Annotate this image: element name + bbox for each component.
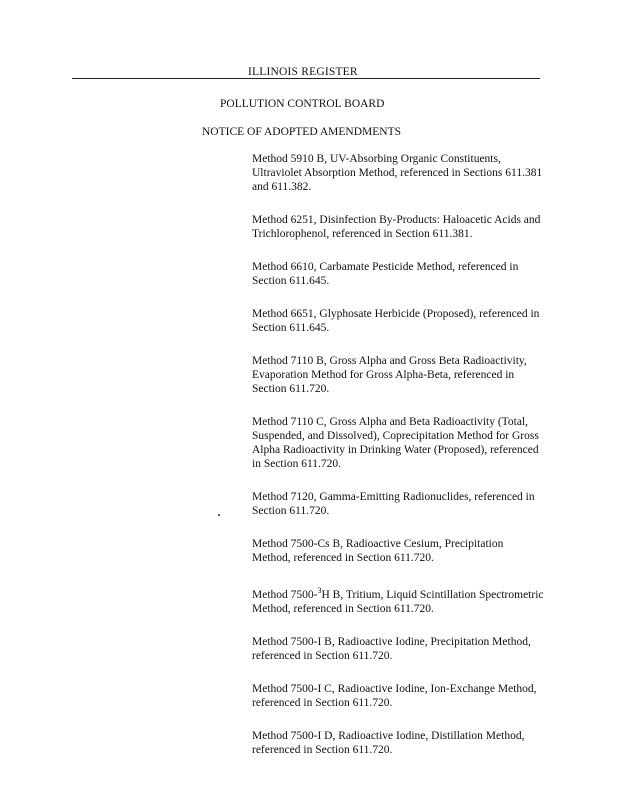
scan-speck	[218, 514, 220, 516]
method-7500-3h-b-superscript: 3	[317, 586, 322, 595]
method-7110b: Method 7110 B, Gross Alpha and Gross Beta Radioactivity, Evaporation Method for Gross Alpha-Beta, referenced in Section 611.720.	[252, 355, 527, 395]
method-7500-i-b: Method 7500-I B, Radioactive Iodine, Precipitation Method, referenced in Section 611.720.	[252, 635, 531, 662]
method-7500-3h-b-suffix: H B, Tritium, Liquid Scintillation Spectrometric Method, referenced in Section 611.720.	[252, 588, 544, 615]
method-5910b: Method 5910 B, UV-Absorbing Organic Constituents, Ultraviolet Absorption Method, referenced in Sections 611.381 and 611.382.	[252, 153, 543, 193]
method-list	[252, 152, 544, 776]
board-name: POLLUTION CONTROL BOARD	[220, 98, 385, 110]
register-title: ILLINOIS REGISTER	[248, 66, 358, 78]
method-7500-cs-b: Method 7500-Cs B, Radioactive Cesium, Precipitation Method, referenced in Section 611.720.	[252, 538, 504, 564]
method-6610: Method 6610, Carbamate Pesticide Method, referenced in Section 611.645.	[252, 261, 519, 287]
method-6251: Method 6251, Disinfection By-Products: Haloacetic Acids and Trichlorophenol, referenced in Section 611.381.	[252, 214, 541, 240]
method-7500-i-c: Method 7500-I C, Radioactive Iodine, Ion-Exchange Method, referenced in Section 611.720.	[252, 682, 537, 709]
method-6651: Method 6651, Glyphosate Herbicide (Proposed), referenced in Section 611.645.	[252, 308, 540, 334]
method-7110c: Method 7110 C, Gross Alpha and Beta Radioactivity (Total, Suspended, and Dissolved), Coprecipitation Method for Gross Alpha Radioactivity in Drinking Water (Proposed), referenced in Section 611.720.	[252, 416, 539, 470]
header-rule	[72, 78, 540, 79]
method-7500-3h-b-prefix: Method 7500-	[252, 588, 318, 601]
method-7500-i-d: Method 7500-I D, Radioactive Iodine, Distillation Method, referenced in Section 611.720.	[252, 729, 525, 756]
notice-heading: NOTICE OF ADOPTED AMENDMENTS	[202, 126, 402, 138]
method-7120: Method 7120, Gamma-Emitting Radionuclides, referenced in Section 611.720.	[252, 491, 535, 517]
method-7500-3h-b	[252, 584, 544, 616]
